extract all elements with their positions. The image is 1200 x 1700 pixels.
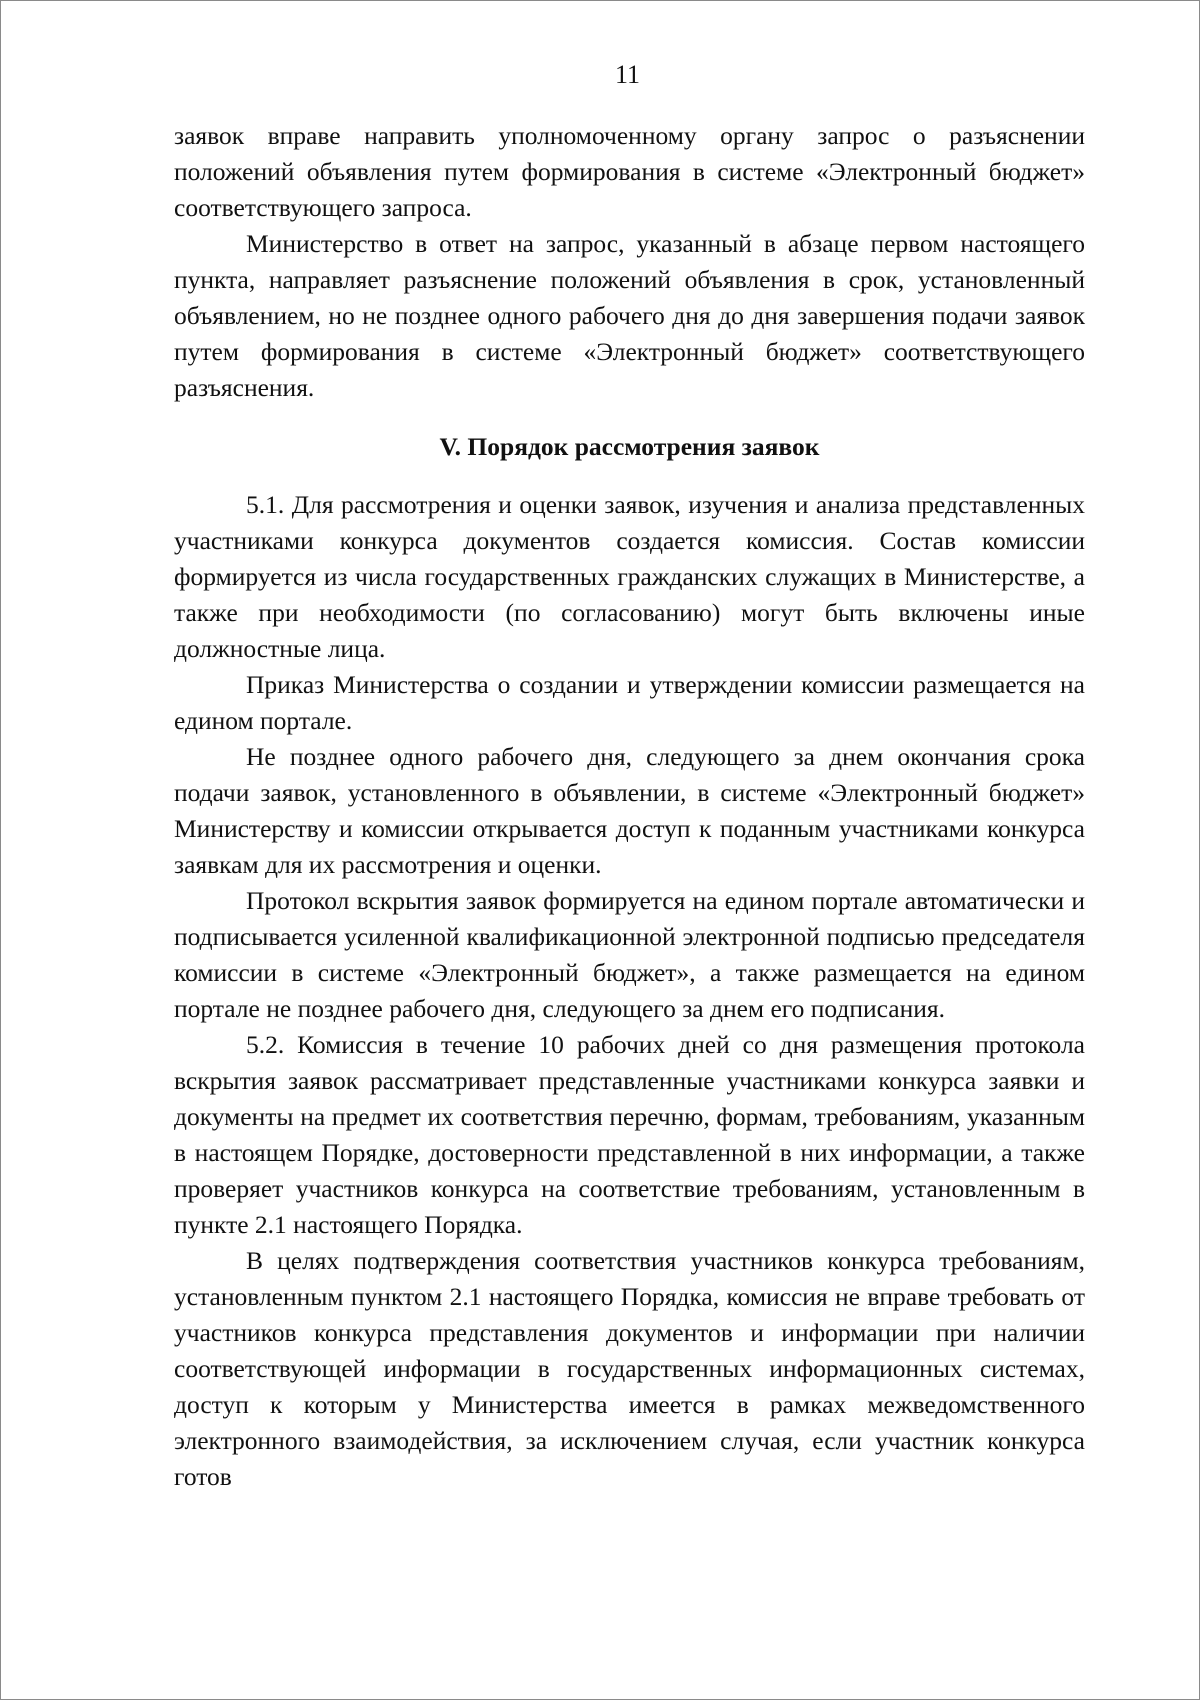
paragraph-order-publication: Приказ Министерства о создании и утверждении комиссии размещается на едином портале.: [174, 670, 1085, 735]
paragraph-opening-protocol: Протокол вскрытия заявок формируется на едином портале автоматически и подписывается усиленной квалификационной электронной подписью председателя комиссии в системе «Электронный бюджет», а также размещается на едином портале не позднее рабочего дня, следующего за днем его подписания.: [174, 886, 1085, 1023]
paragraph-continuation: заявок вправе направить уполномоченному органу запрос о разъяснении положений объявления путем формирования в системе «Электронный бюджет» соответствующего запроса.: [174, 121, 1085, 222]
paragraph-5-1-commission: 5.1. Для рассмотрения и оценки заявок, изучения и анализа представленных участниками конкурса документов создается комиссия. Состав комиссии формируется из числа государственных гражданских служащих в Министерстве, а также при необходимости (по согласованию) могут быть включены иные должностные лица.: [174, 490, 1085, 663]
paragraph-access-opening: Не позднее одного рабочего дня, следующего за днем окончания срока подачи заявок, установленного в объявлении, в системе «Электронный бюджет» Министерству и комиссии открывается доступ к поданным участниками конкурса заявкам для их рассмотрения и оценки.: [174, 742, 1085, 879]
section-title: V. Порядок рассмотрения заявок: [439, 432, 820, 461]
paragraph-ministry-reply: Министерство в ответ на запрос, указанный в абзаце первом настоящего пункта, направляет разъяснение положений объявления в срок, установленный объявлением, но не позднее одного рабочего дня до дня завершения подачи заявок путем формирования в системе «Электронный бюджет» соответствующего разъяснения.: [174, 229, 1085, 402]
paragraph-5-2-review: 5.2. Комиссия в течение 10 рабочих дней со дня размещения протокола вскрытия заявок рассматривает представленные участниками конкурса заявки и документы на предмет их соответствия перечню, формам, требованиям, указанным в настоящем Порядке, достоверности представленной в них информации, а также проверяет участников конкурса на соответствие требованиям, установленным в пункте 2.1 настоящего Порядка.: [174, 1030, 1085, 1239]
paragraph-document-requirements: В целях подтверждения соответствия участников конкурса требованиям, установленным пунктом 2.1 настоящего Порядка, комиссия не вправе требовать от участников конкурса представления документов и информации при наличии соответствующей информации в государственных информационных системах, доступ к которым у Министерства имеется в рамках межведомственного электронного взаимодействия, за исключением случая, если участник конкурса готов: [174, 1246, 1085, 1491]
document-body: [174, 118, 1085, 1495]
page-number: 11: [614, 60, 641, 89]
